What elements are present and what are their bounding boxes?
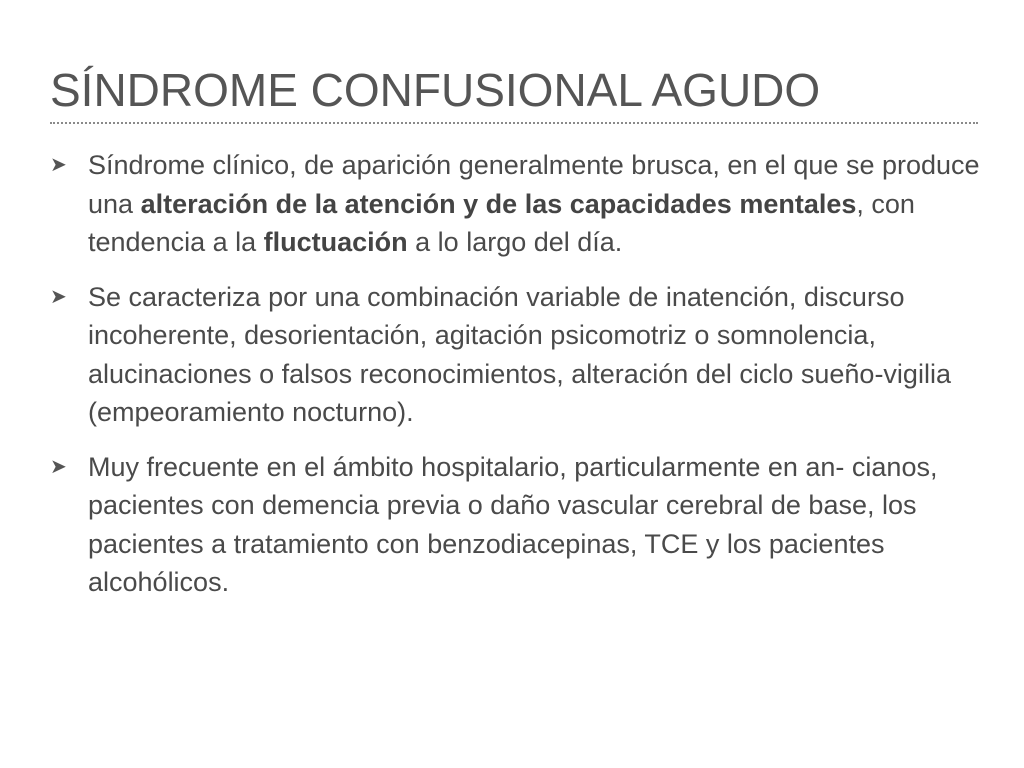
title-divider <box>50 122 978 124</box>
arrow-bullet-icon: ➤ <box>50 285 67 308</box>
arrow-bullet-icon: ➤ <box>50 455 67 478</box>
bullet-item <box>50 448 980 602</box>
arrow-bullet-icon: ➤ <box>50 154 67 176</box>
bullet-text: , con tendencia a la <box>88 188 915 257</box>
bullet-emphasis: alteración de la atención y de las capacidades mentales <box>140 188 857 219</box>
bullet-text: a lo largo del día. <box>407 227 623 257</box>
bullet-list <box>50 146 980 618</box>
bullet-text: Síndrome clínico, de aparición generalmente brusca, en el que se produce una <box>88 150 980 219</box>
bullet-text: Muy frecuente en el ámbito hospitalario, particularmente en an- cianos, pacientes con demencia previa o daño vascular cerebral de base, los pacientes a tratamiento con benzodiacepinas, TCE y los pacientes alcohólicos. <box>88 451 938 597</box>
bullet-emphasis: fluctuación <box>263 227 408 257</box>
bullet-text: Se caracteriza por una combinación variable de inatención, discurso incoherente, desorientación, agitación psicomotriz o somnolencia, alucinaciones o falsos reconocimientos, alteración del ciclo sueño-vigilia (empeoramiento nocturno). <box>88 281 951 427</box>
bullet-item <box>50 278 980 432</box>
bullet-item <box>50 146 980 262</box>
slide-title: SÍNDROME CONFUSIONAL AGUDO <box>50 64 821 116</box>
